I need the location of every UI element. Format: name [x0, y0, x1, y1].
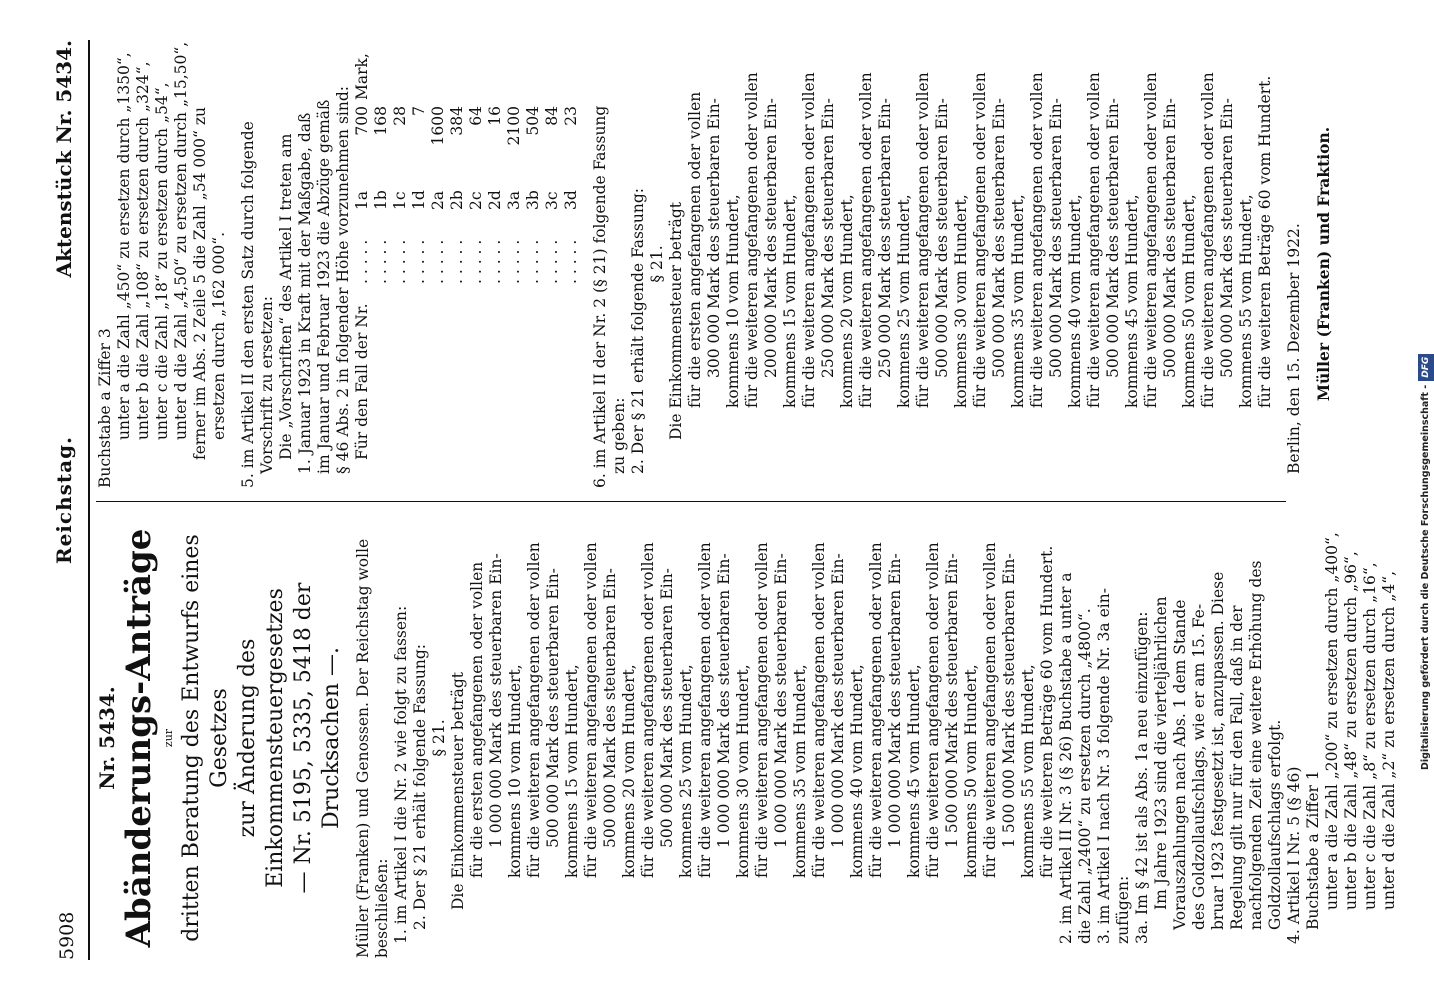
table-cell-val: 64 [467, 106, 485, 126]
tax-bracket-line: für die weiteren angefangenen oder vollen [857, 72, 875, 408]
date-line: Berlin, den 15. Dezember 1922. [1285, 223, 1303, 474]
tax-bracket-line: 1 000 000 Mark des steuerbaren Ein- [772, 553, 790, 848]
tax-bracket-line: für die weiteren angefangenen oder vollen [867, 542, 885, 878]
tax-bracket-line: für die weiteren angefangenen oder vollen [924, 542, 942, 878]
table-cell-key: 1b [372, 190, 390, 210]
table-leader-dots: . . . . . [372, 239, 390, 284]
tax-bracket-line: 250 000 Mark des steuerbaren Ein- [876, 98, 894, 378]
table-cell-label [562, 284, 581, 488]
tax-bracket-line: 500 000 Mark des steuerbaren Ein- [990, 98, 1008, 378]
item-5-text: im Januar und Februar 1923 die Abzüge gemäß [315, 99, 333, 474]
item-3a-text: Vorauszahlungen nach Abs. 1 dem Stande [1171, 599, 1189, 930]
tax-intro: Die Einkommensteuer beträgt [667, 202, 685, 440]
r-line: unter b die Zahl „108“ zu ersetzen durch „324“, [134, 61, 152, 440]
table-cell-val: 504 [524, 106, 542, 136]
intro: Müller (Franken) und Genossen. Der Reichstag wolle [354, 538, 372, 958]
tax-bracket-line: für die weiteren angefangenen oder vollen [696, 542, 714, 878]
table-cell-label [448, 284, 467, 488]
tax-bracket-line: kommens 50 vom Hundert, [962, 664, 980, 878]
item-3a-text: Im Jahre 1923 sind die vierteljährlichen [1152, 596, 1170, 910]
tax-bracket-line: für die weiteren angefangenen oder vollen [810, 542, 828, 878]
tax-bracket-line: 500 000 Mark des steuerbaren Ein- [1104, 98, 1122, 378]
tax-bracket-line: 1 500 000 Mark des steuerbaren Ein- [943, 553, 961, 848]
tax-brackets-left [468, 518, 1038, 958]
item-1-sub: 2. Der § 21 erhält folgende Fassung: [411, 644, 429, 930]
item-5-text: 1. Januar 1923 in Kraft mit der Maßgabe, daß [296, 112, 314, 474]
table-row [410, 40, 429, 488]
title-line-3: — Nr. 5195, 5335, 5418 der Drucksachen —. [291, 582, 344, 894]
tax-bracket-line: kommens 30 vom Hundert, [734, 664, 752, 878]
doc-number: Nr. 5434. [95, 686, 119, 790]
header-rule [88, 40, 90, 960]
tax-bracket-line: kommens 55 vom Hundert, [1237, 194, 1255, 408]
table-cell-unit [524, 40, 543, 106]
table-leader-dots: . . . . . [486, 239, 504, 284]
sidebar-credit [1418, 10, 1434, 770]
table-cell-unit [429, 40, 448, 106]
tax-bracket-line: kommens 30 vom Hundert, [952, 194, 970, 408]
item-2: die Zahl „2400“ zu ersetzen durch „4800“. [1076, 608, 1094, 944]
table-cell-unit [391, 40, 410, 106]
section-heading: § 21. [648, 245, 666, 283]
item-6-sub: 2. Der § 21 erhält folgende Fassung: [629, 188, 647, 474]
tax-bracket-line: für die weiteren angefangenen oder vollen [1199, 72, 1217, 408]
table-cell-unit [562, 40, 581, 106]
table-cell-key: 1a [353, 190, 371, 210]
tax-bracket-line: 500 000 Mark des steuerbaren Ein- [544, 568, 562, 848]
section-heading: § 21. [430, 719, 448, 757]
title-line-1: dritten Beratung des Entwurfs eines Gesetzes [179, 534, 232, 942]
table-cell-val: 700 [353, 106, 371, 136]
tax-bracket-line: 300 000 Mark des steuerbaren Ein- [705, 98, 723, 378]
tax-bracket-line: kommens 35 vom Hundert, [791, 664, 809, 878]
table-row [372, 40, 391, 488]
item-2: 2. im Artikel II Nr. 3 (§ 26) Buchstabe a unter a [1057, 572, 1075, 944]
item-3a-text: nachfolgenden Zeit eine weitere Erhöhung des [1247, 560, 1265, 930]
tax-bracket-line: 500 000 Mark des steuerbaren Ein- [1047, 98, 1065, 378]
title-line-2: zur Änderung des Einkommensteuergesetzes [235, 588, 288, 888]
tax-bracket-line: für die weiteren angefangenen oder vollen [1142, 72, 1160, 408]
tax-bracket-line: für die ersten angefangenen oder vollen [686, 91, 704, 408]
table-row [353, 40, 372, 488]
table-leader-dots: . . . . . [543, 239, 561, 284]
table-cell-val: 1600 [429, 106, 447, 146]
tax-bracket-line: kommens 55 vom Hundert, [1019, 664, 1037, 878]
item-3a-text: bruar 1923 festgesetzt ist, anzupassen. Diese [1209, 571, 1227, 930]
table-cell-unit: Mark, [353, 53, 371, 100]
tax-bracket-line: kommens 45 vom Hundert, [1123, 194, 1141, 408]
item-5: Vorschrift zu ersetzen: [258, 296, 276, 474]
table-cell-key: 3d [562, 190, 580, 210]
item-3a-text: Goldzollaufschlags erfolgt. [1266, 719, 1284, 930]
tax-bracket-line: für die weiteren angefangenen oder vollen [1085, 72, 1103, 408]
table-leader-dots: . . . . . [391, 239, 409, 284]
item-3: 3. im Artikel I nach Nr. 3 folgende Nr. 3a ein- [1095, 588, 1113, 944]
tax-bracket-line: kommens 20 vom Hundert, [620, 664, 638, 878]
item-3: zufügen: [1114, 875, 1132, 944]
table-leader-dots: . . . . . [448, 239, 466, 284]
table-cell-label [372, 284, 391, 488]
item-4-line: unter a die Zahl „200“ zu ersetzen durch „400“, [1323, 532, 1341, 910]
table-leader-dots: . . . . . [524, 239, 542, 284]
tax-bracket-line: 200 000 Mark des steuerbaren Ein- [762, 98, 780, 378]
left-column [96, 518, 1399, 958]
item-4-line: unter b die Zahl „48“ zu ersetzen durch „96“, [1342, 551, 1360, 910]
table-cell-unit [372, 40, 391, 106]
table-row [448, 40, 467, 488]
tax-bracket-line: für die weiteren angefangenen oder vollen [743, 72, 761, 408]
tax-bracket-line: 1 000 000 Mark des steuerbaren Ein- [715, 553, 733, 848]
tax-bracket-line: 1 500 000 Mark des steuerbaren Ein- [1000, 553, 1018, 848]
tax-bracket-line: kommens 50 vom Hundert, [1180, 194, 1198, 408]
table-cell-label [410, 284, 429, 488]
table-cell-label [391, 284, 410, 488]
table-cell-unit [505, 40, 524, 106]
table-row [391, 40, 410, 488]
table-cell-val: 84 [543, 106, 561, 126]
item-4: Buchstabe a Ziffer 1 [1304, 770, 1322, 930]
header-right: Aktenstück Nr. 5434. [52, 40, 76, 278]
table-cell-key: 3c [543, 191, 561, 210]
table-cell-label [505, 284, 524, 488]
r-line: unter d die Zahl „4,50“ zu ersetzen durch „15,50“, [172, 41, 190, 440]
r-line: unter c die Zahl „18“ zu ersetzen durch „54“, [153, 82, 171, 440]
page-number: 5908 [56, 911, 78, 960]
tax-bracket-line: kommens 20 vom Hundert, [838, 194, 856, 408]
credit-text: Digitalisierung gefördert durch die Deutsche Forschungsgemeinschaft - [1420, 384, 1431, 770]
table-cell-unit [448, 40, 467, 106]
tax-bracket-line: 1 000 000 Mark des steuerbaren Ein- [886, 553, 904, 848]
tax-bracket-line: für die weiteren angefangenen oder vollen [753, 542, 771, 878]
item-6: 6. im Artikel II der Nr. 2 (§ 21) folgende Fassung [591, 105, 609, 488]
tax-bracket-line: für die weiteren angefangenen oder vollen [582, 542, 600, 878]
table-leader-dots: . . . . . [467, 239, 485, 284]
table-cell-val: 2100 [505, 106, 523, 146]
table-row [505, 40, 524, 488]
tax-bracket-line: kommens 25 vom Hundert, [895, 194, 913, 408]
tax-bracket-line: für die ersten angefangenen oder vollen [468, 561, 486, 878]
tax-bracket-line: 500 000 Mark des steuerbaren Ein- [1161, 98, 1179, 378]
table-row [429, 40, 448, 488]
doc-title: Abänderungs-Anträge [119, 528, 159, 948]
signature: Müller (Franken) und Fraktion. [1314, 126, 1333, 402]
tax-bracket-line: für die weiteren angefangenen oder vollen [525, 542, 543, 878]
table-row [467, 40, 486, 488]
table-cell-key: 1d [410, 190, 428, 210]
item-5-text: Die „Vorschriften“ des Artikel I treten am [277, 133, 295, 460]
tax-bracket-line: kommens 10 vom Hundert, [506, 664, 524, 878]
item-6: zu geben: [610, 397, 628, 474]
table-row [524, 40, 543, 488]
tax-last: für die weiteren Beträge 60 vom Hundert. [1256, 75, 1274, 408]
r-line: ferner im Abs. 2 Zeile 5 die Zahl „54 000“ zu [191, 107, 209, 460]
table-cell-val: 28 [391, 106, 409, 126]
column-divider [96, 501, 1286, 502]
table-cell-key: 2b [448, 190, 466, 210]
tax-bracket-line: 500 000 Mark des steuerbaren Ein- [601, 568, 619, 848]
table-cell-val: 23 [562, 106, 580, 126]
table-row [543, 40, 562, 488]
tax-bracket-line: kommens 15 vom Hundert, [781, 194, 799, 408]
table-cell-key: 2d [486, 190, 504, 210]
table-leader-dots: . . . . . [505, 239, 523, 284]
item-5-text: § 46 Abs. 2 in folgender Höhe vorzunehmen sind: [334, 86, 352, 474]
tax-bracket-line: kommens 35 vom Hundert, [1009, 194, 1027, 408]
dfg-logo: DFG [1418, 354, 1434, 381]
tax-bracket-line: für die weiteren angefangenen oder vollen [800, 72, 818, 408]
header-center: Reichstag. [52, 435, 76, 565]
tax-bracket-line: kommens 25 vom Hundert, [677, 664, 695, 878]
tax-bracket-line: 500 000 Mark des steuerbaren Ein- [933, 98, 951, 378]
table-cell-unit [467, 40, 486, 106]
tax-bracket-line: 1 000 000 Mark des steuerbaren Ein- [487, 553, 505, 848]
tax-bracket-line: für die weiteren angefangenen oder vollen [971, 72, 989, 408]
tax-bracket-line: 500 000 Mark des steuerbaren Ein- [658, 568, 676, 848]
r-line: unter a die Zahl „450“ zu ersetzen durch „1350“, [115, 52, 133, 440]
tax-last: für die weiteren Beträge 60 vom Hundert. [1038, 545, 1056, 878]
table-cell-unit [543, 40, 562, 106]
table-cell-label [486, 284, 505, 488]
tax-bracket-line: für die weiteren angefangenen oder vollen [1028, 72, 1046, 408]
table-cell-unit [410, 40, 429, 106]
item-3a-text: des Goldzollaufschlags, wie er am 15. Fe- [1190, 603, 1208, 930]
intro: beschließen: [373, 858, 391, 958]
deduction-table [353, 40, 581, 488]
table-cell-val: 7 [410, 106, 428, 116]
r-line: Buchstabe a Ziffer 3 [96, 328, 114, 488]
tax-bracket-line: kommens 15 vom Hundert, [563, 664, 581, 878]
table-row [562, 40, 581, 488]
table-leader-dots: . . . . . [410, 239, 428, 284]
tax-bracket-line: 250 000 Mark des steuerbaren Ein- [819, 98, 837, 378]
tax-intro: Die Einkommensteuer beträgt [449, 672, 467, 910]
tax-bracket-line: kommens 40 vom Hundert, [848, 664, 866, 878]
table-leader-dots: . . . . . [562, 239, 580, 284]
item-3a-text: Regelung gilt nur für den Fall, daß in der [1228, 605, 1246, 930]
table-row [486, 40, 505, 488]
tax-bracket-line: kommens 45 vom Hundert, [905, 664, 923, 878]
table-cell-label [524, 284, 543, 488]
tax-bracket-line: für die weiteren angefangenen oder vollen [914, 72, 932, 408]
table-leader-dots: . . . . . [353, 239, 371, 284]
tax-bracket-line: kommens 10 vom Hundert, [724, 194, 742, 408]
r-line: ersetzen durch „162 000“. [210, 231, 228, 440]
tax-bracket-line: 1 000 000 Mark des steuerbaren Ein- [829, 553, 847, 848]
table-cell-label: Für den Fall der Nr. [353, 303, 371, 460]
item-1: 1. im Artikel I die Nr. 2 wie folgt zu fassen: [392, 605, 410, 944]
item-3a: 3a. Im § 42 ist als Abs. 1a neu einzufügen: [1133, 611, 1151, 944]
tax-bracket-line: für die weiteren angefangenen oder vollen [639, 542, 657, 878]
table-cell-key: 2c [467, 191, 485, 210]
table-cell-val: 16 [486, 106, 504, 126]
table-cell-label [429, 284, 448, 488]
tax-bracket-line: 500 000 Mark des steuerbaren Ein- [1218, 98, 1236, 378]
page-header [52, 40, 92, 960]
tax-bracket-line: für die weiteren angefangenen oder vollen [981, 542, 999, 878]
table-cell-label [467, 284, 486, 488]
table-cell-val: 384 [448, 106, 466, 136]
tax-bracket-line: kommens 40 vom Hundert, [1066, 194, 1084, 408]
table-cell-key: 2a [429, 190, 447, 210]
item-4-line: unter c die Zahl „8“ zu ersetzen durch „16“, [1361, 562, 1379, 910]
title-zur: zur [162, 728, 175, 748]
item-4-line: unter d die Zahl „2“ zu ersetzen durch „4“, [1380, 570, 1398, 910]
table-leader-dots: . . . . . [429, 239, 447, 284]
item-5: 5. im Artikel II den ersten Satz durch folgende [239, 121, 257, 488]
right-column [96, 40, 1333, 488]
table-cell-key: 3b [524, 190, 542, 210]
table-cell-unit [486, 40, 505, 106]
table-cell-label [543, 284, 562, 488]
table-cell-key: 3a [505, 190, 523, 210]
table-cell-val: 168 [372, 106, 390, 136]
tax-brackets-right [686, 40, 1256, 488]
item-4: 4. Artikel I Nr. 5 (§ 46) [1285, 766, 1303, 944]
table-cell-key: 1c [391, 191, 409, 210]
